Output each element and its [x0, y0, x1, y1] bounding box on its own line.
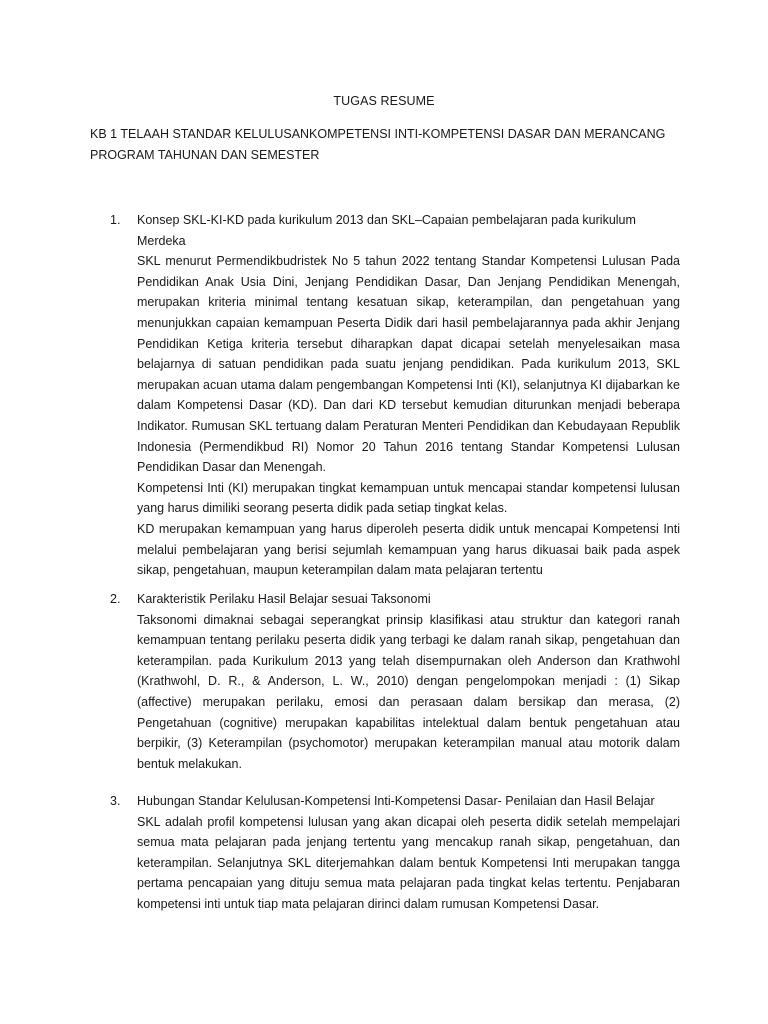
document-title: TUGAS RESUME: [333, 94, 435, 108]
section-number: 3.: [110, 794, 121, 808]
section-paragraph: Kompetensi Inti (KI) merupakan tingkat kemampuan untuk mencapai standar kompetensi lulusan yang harus dimiliki seorang peserta didik pada setiap tingkat kelas.: [137, 480, 680, 516]
section-paragraph: Taksonomi dimaknai sebagai seperangkat prinsip klasifikasi atau struktur dan kategori ranah kemampuan tentang perilaku peserta didik yang terbagi ke dalam ranah sikap, pengetahuan dan keterampilan. pada Kurikulum 2013 yang telah disempurnakan oleh Anderson dan Krathwohl (Krathwohl, D. R., & Anderson, L. W., 2010) dengan pengelompokan menjadi : (1) Sikap (affective) merupakan perilaku, emosi dan perasaan dalam bersikap dan merasa, (2) Pengetahuan (cognitive) merupakan kapabilitas intelektual dalam bentuk pengetahuan atau berpikir, (3) Keterampilan (psychomotor) merupakan keterampilan manual atau motorik dalam bentuk melakukan.: [137, 612, 680, 771]
section-paragraph: KD merupakan kemampuan yang harus diperoleh peserta didik untuk mencapai Kompetensi Inti melalui pembelajaran yang berisi sejumlah kemampuan yang harus dikuasai baik pada aspek sikap, pengetahuan, maupun keterampilan dalam mata pelajaran tertentu: [137, 521, 680, 578]
document-heading: [90, 124, 690, 166]
section-title: Karakteristik Perilaku Hasil Belajar sesuai Taksonomi: [137, 592, 431, 606]
section-number: 1.: [110, 213, 121, 227]
section-body: [137, 791, 680, 915]
section-body: [137, 210, 680, 581]
section-title: Konsep SKL-KI-KD pada kurikulum 2013 dan SKL–Capaian pembelajaran pada kurikulum: [137, 213, 636, 227]
document-heading-line: PROGRAM TAHUNAN DAN SEMESTER: [90, 148, 320, 162]
section-paragraph: SKL menurut Permendikbudristek No 5 tahun 2022 tentang Standar Kompetensi Lulusan Pada Pendidikan Anak Usia Dini, Jenjang Pendidikan Dasar, Dan Jenjang Pendidikan Menengah, merupakan kriteria minimal tentang kesatuan sikap, keterampilan, dan pengetahuan yang menunjukkan capaian kemampuan Peserta Didik dari hasil pembelajarannya pada akhir Jenjang Pendidikan Ketiga kriteria tersebut diharapkan dapat dicapai setelah menyelesaikan masa belajarnya di satuan pendidikan pada suatu jenjang pendidikan. Pada kurikulum 2013, SKL merupakan acuan utama dalam pengembangan Kompetensi Inti (KI), selanjutnya KI dijabarkan ke dalam Kompetensi Dasar (KD). Dan dari KD tersebut kemudian diturunkan menjadi beberapa Indikator. Rumusan SKL tertuang dalam Peraturan Menteri Pendidikan dan Kebudayaan Republik Indonesia (Permendikbud RI) Nomor 20 Tahun 2016 tentang Standar Kompetensi Lulusan Pendidikan Dasar dan Menengah.: [137, 254, 680, 475]
section-body: [137, 589, 680, 774]
section-title: Hubungan Standar Kelulusan-Kompetensi Inti-Kompetensi Dasar- Penilaian dan Hasil Belajar: [137, 794, 655, 808]
section-number: 2.: [110, 592, 121, 606]
section-paragraph: SKL adalah profil kompetensi lulusan yang akan dicapai oleh peserta didik setelah mempelajari semua mata pelajaran pada jenjang tertentu yang mencakup ranah sikap, pengetahuan, dan keterampilan. Selanjutnya SKL diterjemahkan dalam bentuk Kompetensi Inti merupakan tangga pertama pencapaian yang dituju semua mata pelajaran pada tingkat kelas tertentu. Penjabaran kompetensi inti untuk tiap mata pelajaran dirinci dalam rumusan Kompetensi Dasar.: [137, 814, 680, 911]
section-title-continued: Merdeka: [137, 233, 186, 248]
document-heading-line: KB 1 TELAAH STANDAR KELULUSANKOMPETENSI INTI-KOMPETENSI DASAR DAN MERANCANG: [90, 127, 666, 141]
